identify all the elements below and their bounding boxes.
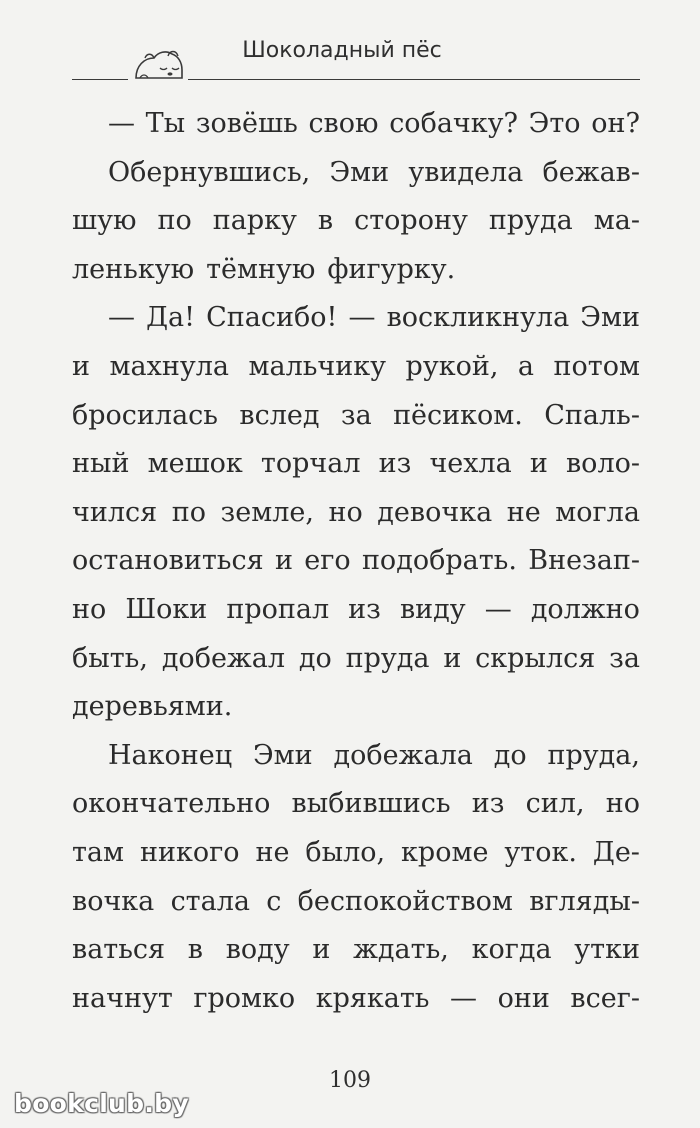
text-word: сторону [354,205,468,237]
text-word: выбившись [291,788,451,820]
text-word: бросилась [72,399,218,431]
text-word: остановиться [72,545,264,577]
running-head [72,34,640,84]
text-word: добежала [333,739,473,771]
text-word: Де- [592,836,640,868]
text-word: крякать [315,982,430,1014]
text-line [72,975,640,1024]
text-word: — [108,302,135,334]
text-word: ждать, [353,934,449,966]
text-line [72,149,640,198]
text-line [72,878,640,927]
text-word: ленькую [72,253,195,285]
text-word: ный [72,448,130,480]
text-word: шую [72,205,137,237]
text-word: торчал [260,448,361,480]
text-word: уток. [504,836,577,868]
text-line [72,732,640,781]
text-word: не [255,836,290,868]
text-word: и [274,545,293,577]
text-word: Эми [253,739,313,771]
text-line [72,197,640,246]
text-word: и [72,350,90,382]
text-word: громко [193,982,296,1014]
text-word: махнула [109,350,229,382]
text-word: а [517,350,535,382]
page-text [72,100,640,1023]
text-word: Наконец [108,739,233,771]
text-word: Внезап- [528,545,640,577]
text-word: из [471,788,505,820]
text-word: но [72,593,107,625]
text-line [72,246,640,295]
text-line [72,829,640,878]
sleeping-dog-icon [132,44,186,82]
text-word: парку [212,205,297,237]
text-word: добежал [161,642,286,674]
text-word: зовёшь [195,108,298,139]
text-word: за [609,642,640,674]
text-word: там [72,836,125,868]
text-word: быть, [72,642,148,674]
text-word: начнут [72,982,173,1014]
text-line [72,489,640,538]
text-word: собачку? [389,108,519,139]
text-line [72,343,640,392]
text-word: и [529,448,548,480]
text-word: чехла [429,448,512,480]
text-word: деревьями. [72,691,233,723]
text-word: из [348,593,381,625]
text-line [72,780,640,829]
text-word: кроме [401,836,489,868]
text-word: свою [308,108,379,139]
text-word: воскликнула [386,302,570,334]
text-word: не [506,496,541,528]
text-word: по [157,205,192,237]
text-word: Спаль- [544,399,640,431]
text-word: ма- [593,205,640,237]
text-word: и [443,642,462,674]
text-line [72,537,640,586]
text-word: было, [305,836,386,868]
text-word: тёмную [206,253,316,285]
text-word: с [266,885,282,917]
text-line [72,926,640,975]
text-word: Эми [329,156,390,188]
text-word: Да! [146,302,196,334]
text-word: скрылся [475,642,596,674]
text-line [72,683,640,732]
page-number: 109 [329,1068,371,1093]
text-word: земле, [220,496,314,528]
text-word: стала [170,885,250,917]
text-word: Это [528,108,581,139]
text-word: бежав- [542,156,640,188]
text-word: девочка [377,496,493,528]
text-line [72,100,640,149]
text-word: Ты [145,108,186,139]
text-word: Спасибо! [206,302,338,334]
text-word: по [171,496,206,528]
text-word: пруда [488,205,573,237]
text-word: его [304,545,351,577]
text-word: потом [553,350,640,382]
text-word: пруда [345,642,430,674]
text-word: в [187,934,203,966]
text-word: ваться [72,934,166,966]
text-word: вгляды- [529,885,640,917]
text-word: — [484,593,512,625]
header-rule-left [72,79,128,80]
text-word: Шоки [125,593,208,625]
watermark: bookclub.by [14,1089,189,1118]
text-word: рукой, [405,350,499,382]
text-word: окончательно [72,788,271,820]
text-word: за [340,399,372,431]
text-word: они [497,982,550,1014]
text-word: из [378,448,412,480]
text-word: беспокойством [297,885,513,917]
text-word: воло- [565,448,640,480]
text-word: в [317,205,334,237]
text-line [72,635,640,684]
text-word: чился [72,496,158,528]
text-word: но [328,496,363,528]
text-word: виду [399,593,466,625]
text-word: никого [139,836,240,868]
text-line [72,294,640,343]
text-word: фигурку. [327,253,456,285]
text-word: — [450,982,478,1014]
header-rule-right [188,79,640,80]
text-word: когда [471,934,552,966]
text-word: могла [555,496,640,528]
text-word: воду [225,934,290,966]
text-word: вслед [239,399,320,431]
text-word: Обернувшись, [108,156,311,188]
text-word: вочка [72,885,155,917]
text-word: — [108,108,135,139]
text-word: подобрать. [361,545,517,577]
text-word: увидела [408,156,524,188]
text-line [72,586,640,635]
text-word: мешок [147,448,243,480]
text-word: утки [574,934,640,966]
text-word: — [348,302,376,334]
book-title: Шоколадный пёс [242,38,442,63]
text-word: до [298,642,332,674]
text-word: пропал [226,593,330,625]
text-line [72,440,640,489]
text-word: сил, [525,788,585,820]
text-word: пруда, [547,739,640,771]
text-word: мальчику [248,350,387,382]
text-word: но [605,788,640,820]
text-line [72,392,640,441]
text-word: Эми [580,302,640,334]
text-word: он? [591,108,640,139]
text-word: до [493,739,527,771]
text-word: пёсиком. [393,399,523,431]
text-word: и [312,934,331,966]
text-word: должно [530,593,640,625]
text-word: всег- [570,982,640,1014]
